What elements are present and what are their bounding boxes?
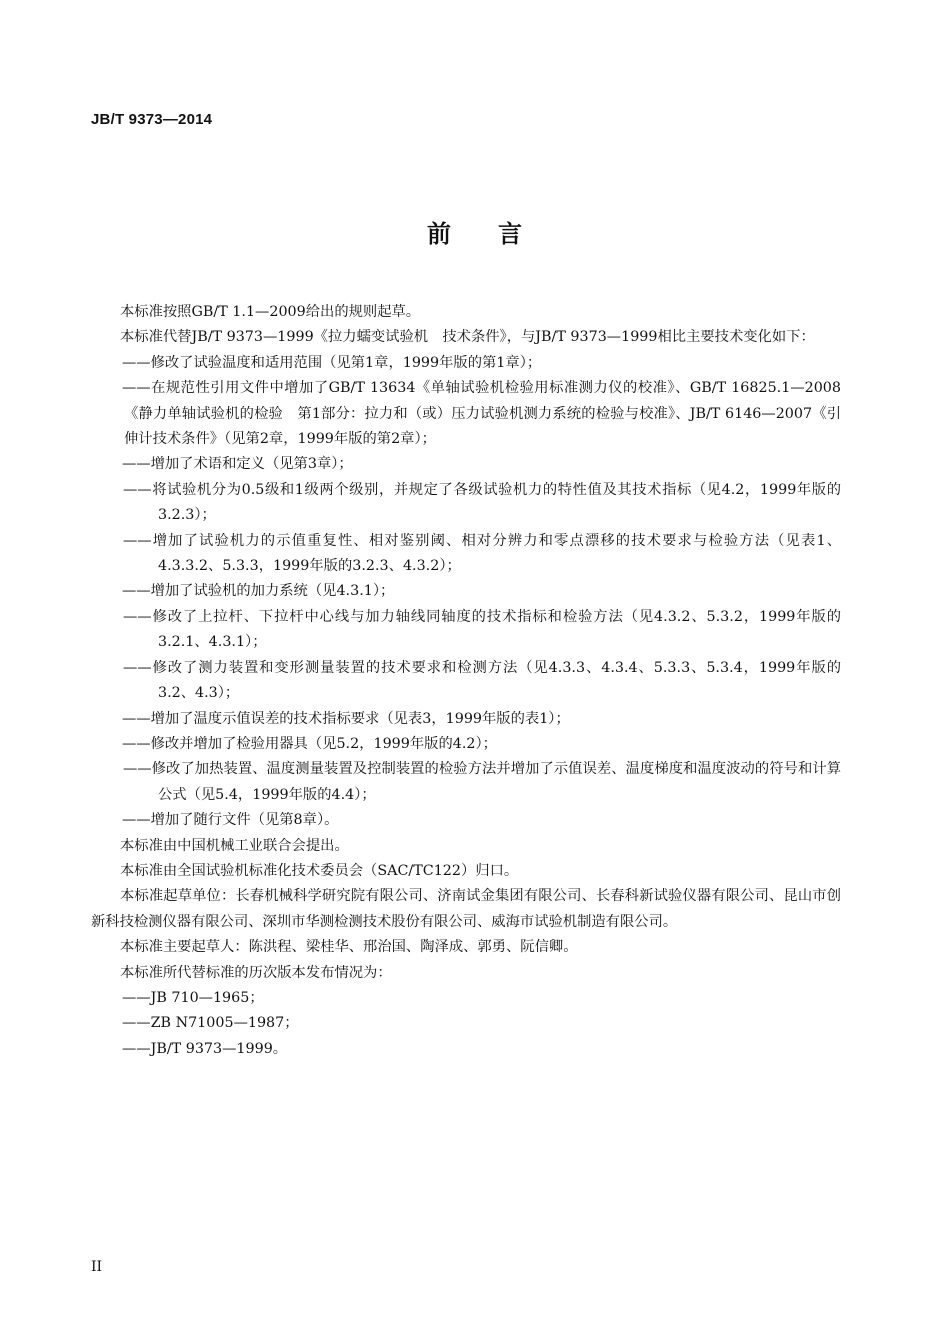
change-item: ——修改了试验温度和适用范围（见第1章，1999年版的第1章）；	[122, 354, 542, 371]
document-id-header: JB/T 9373—2014	[91, 111, 213, 128]
change-item: ——修改了测力装置和变形测量装置的技术要求和检测方法（见4.3.3、4.3.4、5.3.3、5.3.4，1999年版的3.2、4.3）；	[123, 659, 841, 702]
change-item: ——修改并增加了检验用器具（见5.2，1999年版的4.2）；	[122, 735, 497, 752]
change-item: ——将试验机分为0.5级和1级两个级别，并规定了各级试验机力的特性值及其技术指标（见4.2，1999年版的3.2.3）；	[123, 481, 841, 524]
paragraph-proposer: 本标准由中国机械工业联合会提出。	[120, 837, 349, 854]
title-char-1: 前	[427, 219, 452, 248]
paragraph-committee: 本标准由全国试验机标准化技术委员会（SAC/TC122）归口。	[120, 862, 519, 879]
paragraph-drafting-rules: 本标准按照GB/T 1.1—2009给出的规则起草。	[120, 304, 421, 320]
page-number: II	[91, 1259, 103, 1275]
change-item: ——增加了随行文件（见第8章）。	[122, 812, 339, 829]
change-item: ——修改了上拉杆、下拉杆中心线与加力轴线同轴度的技术指标和检验方法（见4.3.2、5.3.2，1999年版的3.2.1、4.3.1）；	[123, 608, 841, 651]
foreword-body	[91, 300, 841, 1062]
change-item: ——修改了加热装置、温度测量装置及控制装置的检验方法并增加了示值误差、温度梯度和温度波动的符号和计算公式（见5.4，1999年版的4.4）；	[123, 761, 841, 803]
paragraph-drafting-units: 本标准起草单位：长春机械科学研究院有限公司、济南试金集团有限公司、长春科新试验仪器有限公司、昆山市创新科技检测仪器有限公司、深圳市华测检测技术股份有限公司、威海市试验机制造有限公司。	[91, 888, 841, 930]
change-item: ——在规范性引用文件中增加了GB/T 13634《单轴试验机检验用标准测力仪的校准》、GB/T 16825.1—2008《静力单轴试验机的检验 第1部分：拉力和（或）压力试验机测力系统的检验与校准》、JB/T 6146—2007《引伸计技术条件》（见第2章，1999年版的第2章）；	[122, 380, 841, 448]
change-item: ——增加了术语和定义（见第3章）；	[122, 456, 353, 473]
history-item: ——JB 710—1965；	[122, 989, 264, 1006]
history-item: ——ZB N71005—1987；	[122, 1015, 299, 1032]
history-item: ——JB/T 9373—1999。	[122, 1040, 288, 1057]
paragraph-drafters: 本标准主要起草人：陈洪程、梁桂华、邢治国、陶泽成、郭勇、阮信卿。	[120, 939, 578, 956]
change-item: ——增加了试验机力的示值重复性、相对鉴别阈、相对分辨力和零点漂移的技术要求与检验方法（见表1、4.3.3.2、5.3.3，1999年版的3.2.3、4.3.2）；	[123, 532, 841, 575]
paragraph-history-intro: 本标准所代替标准的历次版本发布情况为：	[120, 964, 392, 981]
title-char-2: 言	[498, 219, 523, 248]
change-item: ——增加了试验机的加力系统（见4.3.1）；	[122, 583, 395, 600]
page-title	[0, 214, 950, 249]
change-item: ——增加了温度示值误差的技术指标要求（见表3，1999年版的表1）；	[122, 710, 570, 727]
paragraph-replacement: 本标准代替JB/T 9373—1999《拉力蠕变试验机 技术条件》，与JB/T 9373—1999相比主要技术变化如下：	[120, 329, 815, 346]
